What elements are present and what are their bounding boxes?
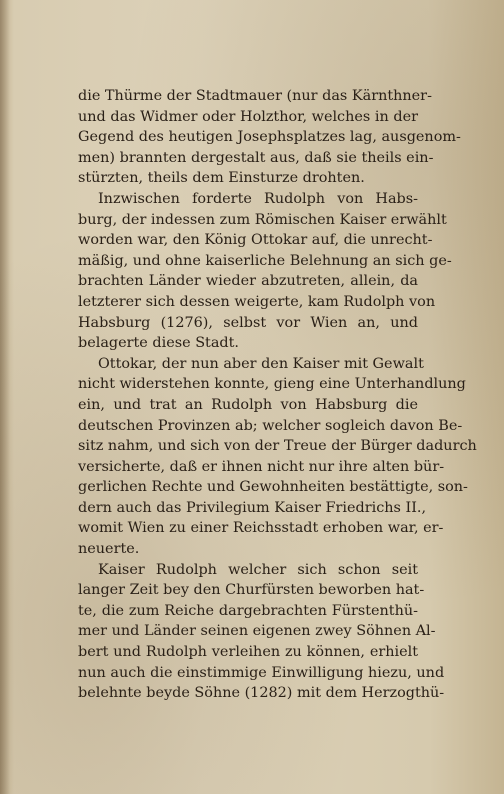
- paragraph-4: [78, 560, 445, 704]
- text-line: und das Widmer oder Holzthor, welches in der: [78, 108, 418, 125]
- text-line: sitz nahm, und sich von der Treue der Bürger dadurch: [78, 438, 477, 455]
- text-line: gerlichen Rechte und Gewohnheiten bestättigte, son-: [78, 479, 468, 496]
- text-line: deutschen Provinzen ab; welcher sogleich davon Be-: [78, 417, 463, 434]
- text-line: Habsburg (1276), selbst vor Wien an, und: [78, 314, 418, 331]
- text-line: nicht widerstehen konnte, gieng eine Unterhandlung: [78, 376, 466, 393]
- text-line: letzterer sich dessen weigerte, kam Rudolph von: [78, 293, 436, 310]
- text-line: Kaiser Rudolph welcher sich schon seit: [98, 561, 418, 578]
- text-line: nun auch die einstimmige Einwilligung hiezu, und: [78, 664, 445, 681]
- text-line: Inzwischen forderte Rudolph von Habs-: [98, 190, 418, 207]
- text-line: brachten Länder wieder abzutreten, allein, da: [78, 273, 418, 290]
- text-line: versicherte, daß er ihnen nicht nur ihre alten bür-: [78, 458, 445, 475]
- paragraph-2: [78, 189, 452, 354]
- text-line: burg, der indessen zum Römischen Kaiser erwählt: [78, 211, 447, 228]
- paragraph-1: [78, 86, 461, 189]
- text-line: womit Wien zu einer Reichsstadt erhoben war, er-: [78, 520, 444, 537]
- text-line: belagerte diese Stadt.: [78, 335, 239, 352]
- text-line: te, die zum Reiche dargebrachten Fürstenthü-: [78, 602, 418, 619]
- text-line: mer und Länder seinen eigenen zwey Söhnen Al-: [78, 623, 436, 640]
- text-line: dern auch das Privilegium Kaiser Friedrichs II.,: [78, 499, 427, 516]
- paragraph-3: [78, 354, 477, 560]
- page-text: [78, 86, 477, 704]
- text-line: neuerte.: [78, 541, 140, 558]
- text-line: worden war, den König Ottokar auf, die unrecht-: [78, 232, 433, 249]
- text-line: men) brannten dergestalt aus, daß sie theils ein-: [78, 149, 434, 166]
- text-line: die Thürme der Stadtmauer (nur das Kärnthner-: [78, 88, 432, 104]
- text-line: mäßig, und ohne kaiserliche Belehnung an sich ge-: [78, 252, 452, 269]
- text-line: ein, und trat an Rudolph von Habsburg die: [78, 396, 418, 413]
- page-spine-shadow: [0, 0, 10, 794]
- text-line: Ottokar, der nun aber den Kaiser mit Gewalt: [98, 355, 424, 372]
- text-line: Gegend des heutigen Josephsplatzes lag, ausgenom-: [78, 129, 461, 146]
- text-line: langer Zeit bey den Churfürsten beworben hat-: [78, 582, 425, 599]
- text-line: bert und Rudolph verleihen zu können, erhielt: [78, 644, 418, 661]
- text-line: belehnte beyde Söhne (1282) mit dem Herzogthü-: [78, 685, 445, 702]
- text-line: stürzten, theils dem Einsturze drohten.: [78, 170, 365, 187]
